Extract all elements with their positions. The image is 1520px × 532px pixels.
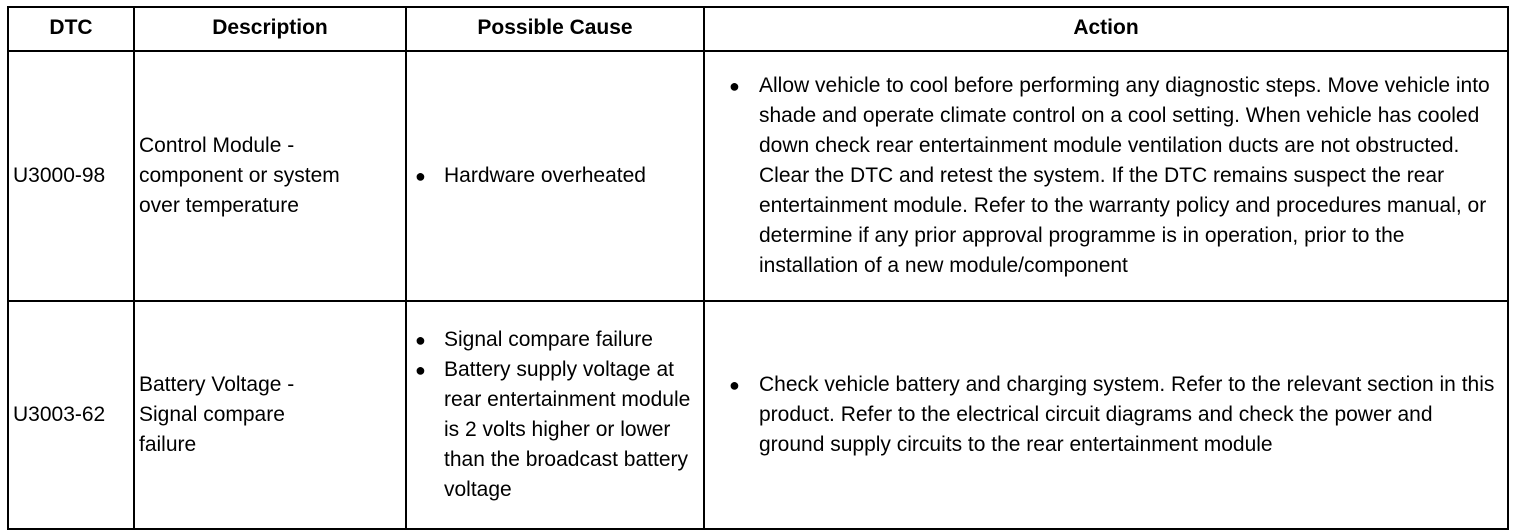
table-row (8, 51, 1508, 301)
action-cell (704, 51, 1508, 301)
dtc-code-cell: U3003-62 (8, 301, 134, 529)
description-line: over temperature (139, 194, 299, 217)
action-text: Check vehicle battery and charging system. Refer to the relevant section in this product. Refer to the electrical circuit diagrams and check the power and ground supply circuits to the rear entertainment module (759, 373, 1495, 456)
table-header (8, 7, 1508, 51)
action-text: Allow vehicle to cool before performing any diagnostic steps. Move vehicle into shade and operate climate control on a cool setting. When vehicle has cooled down check rear entertainment module ventilation ducts are not obstructed. Clear the DTC and retest the system. If the DTC remains suspect the rear entertainment module. Refer to the warranty policy and procedures manual, or determine if any prior approval programme is in operation, prior to the installation of a new module/component (759, 74, 1490, 277)
bullet-icon: ● (415, 330, 426, 350)
dtc-table (7, 6, 1509, 530)
action-cell (704, 301, 1508, 529)
possible-cause-cell (406, 51, 704, 301)
header-action: Action (704, 7, 1508, 51)
action-list (709, 71, 1503, 281)
header-possible-cause: Possible Cause (406, 7, 704, 51)
list-item (411, 325, 699, 355)
bullet-icon: ● (729, 375, 740, 395)
cause-text: Signal compare failure (444, 328, 653, 351)
description-cell (134, 301, 406, 529)
table-body (8, 51, 1508, 529)
bullet-icon: ● (729, 76, 740, 96)
header-row (8, 7, 1508, 51)
list-item (709, 71, 1503, 281)
description-line: failure (139, 433, 197, 456)
description-line: Signal compare (139, 403, 285, 426)
description-line: component or system (139, 164, 340, 187)
list-item (411, 161, 699, 191)
list-item (411, 355, 699, 505)
header-dtc: DTC (8, 7, 134, 51)
possible-cause-cell (406, 301, 704, 529)
cause-text: Hardware overheated (444, 164, 646, 187)
cause-text: Battery supply voltage at rear entertainment module is 2 volts higher or lower than the broadcast battery voltage (444, 358, 691, 501)
list-item (709, 370, 1503, 460)
action-list (709, 370, 1503, 460)
description-line: Control Module - (139, 134, 295, 157)
dtc-code-cell: U3000-98 (8, 51, 134, 301)
bullet-icon: ● (415, 360, 426, 380)
header-description: Description (134, 7, 406, 51)
description-line: Battery Voltage - (139, 373, 295, 396)
table-row (8, 301, 1508, 529)
description-cell (134, 51, 406, 301)
cause-list (411, 161, 699, 191)
bullet-icon: ● (415, 166, 426, 186)
cause-list (411, 325, 699, 505)
